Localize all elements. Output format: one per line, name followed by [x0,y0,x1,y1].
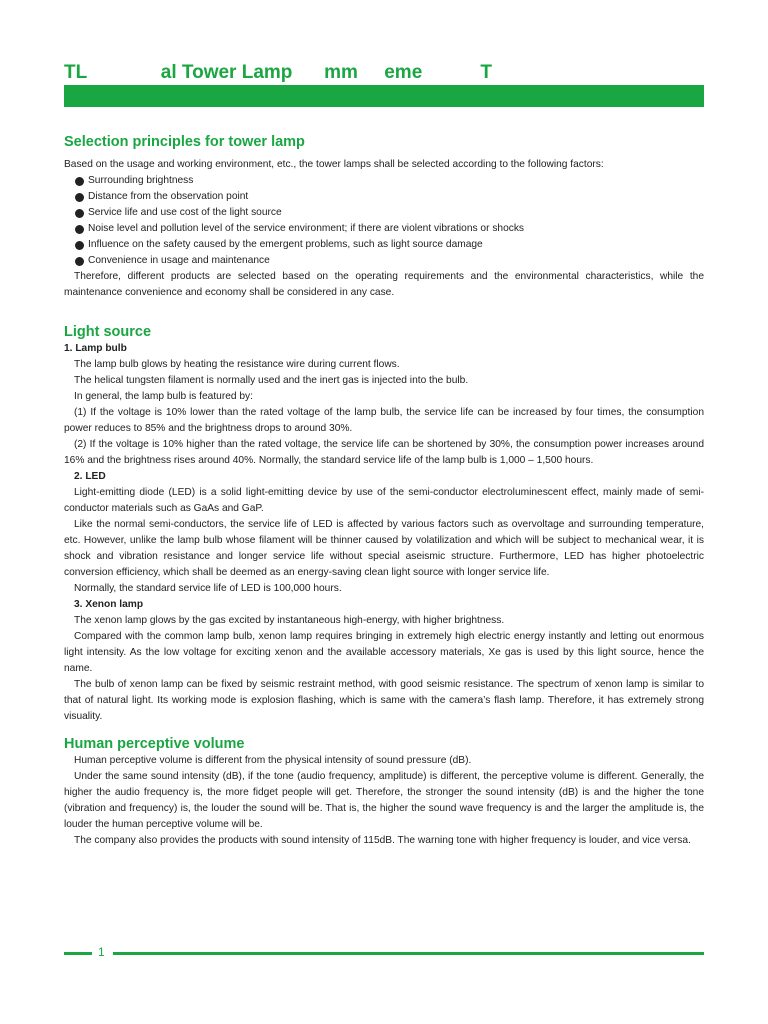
section-heading-human-perceptive-volume: Human perceptive volume [64,736,245,752]
bullet-icon [75,177,84,186]
selection-conclusion: Therefore, different products are selected based on the operating requirements and the environmental characteristics, while the maintenance convenience and economy shall be considered in any case. [64,271,704,298]
subheading-led: 2. LED [74,471,106,482]
bullet-icon [75,193,84,202]
document-body [64,133,704,849]
paragraph: In general, the lamp bulb is featured by: [74,391,253,402]
list-item: Service life and use cost of the light source [74,205,704,221]
bullet-icon [75,257,84,266]
list-item: Distance from the observation point [74,189,704,205]
paragraph: Under the same sound intensity (dB), if the tone (audio frequency, amplitude) is different, the perceptive volume is different. Generally, the higher the audio frequency is, the more fidget people will get. Therefore, the stronger the sound intensity (dB) is and the higher the tone (vibration and frequency) is, the louder the sound will be. That is, the higher the sound wave frequency is and the larger the amplitude is, the louder the human perceptive volume will be. [64,771,704,830]
list-item: Noise level and pollution level of the service environment; if there are violent vibrations or shocks [74,221,704,237]
paragraph: Light-emitting diode (LED) is a solid light-emitting device by use of the semi-conductor electroluminescent effect, mainly made of semi-conductor materials such as GaAs and GaP. [64,487,704,514]
page-title: TL al Tower Lamp mm eme T [64,62,492,83]
subheading-xenon-lamp: 3. Xenon lamp [74,599,144,610]
selection-factor-list [64,173,704,269]
subheading-lamp-bulb: 1. Lamp bulb [64,343,127,354]
paragraph: The bulb of xenon lamp can be fixed by seismic restraint method, with good seismic resistance. The spectrum of xenon lamp is similar to that of natural light. Its working mode is explosion flashing, which is same with the camera’s flash lamp. Therefore, it has extremely strong visuality. [64,679,704,722]
paragraph: The lamp bulb glows by heating the resistance wire during current flows. [74,359,400,370]
bullet-icon [75,209,84,218]
page-number: 1 [98,945,105,959]
paragraph: Compared with the common lamp bulb, xenon lamp requires bringing in extremely high electric energy instantly and letting out enormous light intensity. As the low voltage for exciting xenon and the available accessory materials, Xe gas is used by this light source, hence the name. [64,631,704,674]
paragraph: (2) If the voltage is 10% higher than the rated voltage, the service life can be shortened by 30%, the consumption power increases around 16% and the brightness rises around 40%. Normally, the standard service life of the lamp bulb is 1,000 – 1,500 hours. [64,439,704,466]
title-bar [64,85,704,107]
list-item: Surrounding brightness [74,173,704,189]
bullet-icon [75,225,84,234]
bullet-icon [75,241,84,250]
list-item: Influence on the safety caused by the emergent problems, such as light source damage [74,237,704,253]
section-heading-selection: Selection principles for tower lamp [64,134,305,150]
paragraph: (1) If the voltage is 10% lower than the rated voltage of the lamp bulb, the service life can be increased by four times, the consumption power reduces to 85% and the brightness drops to around 30%. [64,407,704,434]
selection-intro: Based on the usage and working environment, etc., the tower lamps shall be selected according to the following factors: [64,159,604,170]
paragraph: Normally, the standard service life of LED is 100,000 hours. [74,583,342,594]
paragraph: Human perceptive volume is different from the physical intensity of sound pressure (dB). [74,755,472,766]
paragraph: The company also provides the products with sound intensity of 115dB. The warning tone with higher frequency is louder, and vice versa. [74,835,691,846]
section-heading-light-source: Light source [64,324,152,340]
paragraph: The helical tungsten filament is normally used and the inert gas is injected into the bulb. [74,375,469,386]
list-item: Convenience in usage and maintenance [74,253,704,269]
paragraph: The xenon lamp glows by the gas excited by instantaneous high-energy, with higher brightness. [74,615,505,626]
paragraph: Like the normal semi-conductors, the service life of LED is affected by various factors such as overvoltage and surrounding temperature, etc. However, unlike the lamp bulb whose filament will be thinner caused by volatilization and which will be subject to mechanical wear, it is shock and vibration resistance and longer service life without special aseismic structure. Furthermore, LED has higher photoelectric conversion efficiency, which shall be deemed as an energy-saving clean light source with longer service life. [64,519,704,578]
footer-rule-right [113,952,704,955]
footer-rule-left [64,952,92,955]
